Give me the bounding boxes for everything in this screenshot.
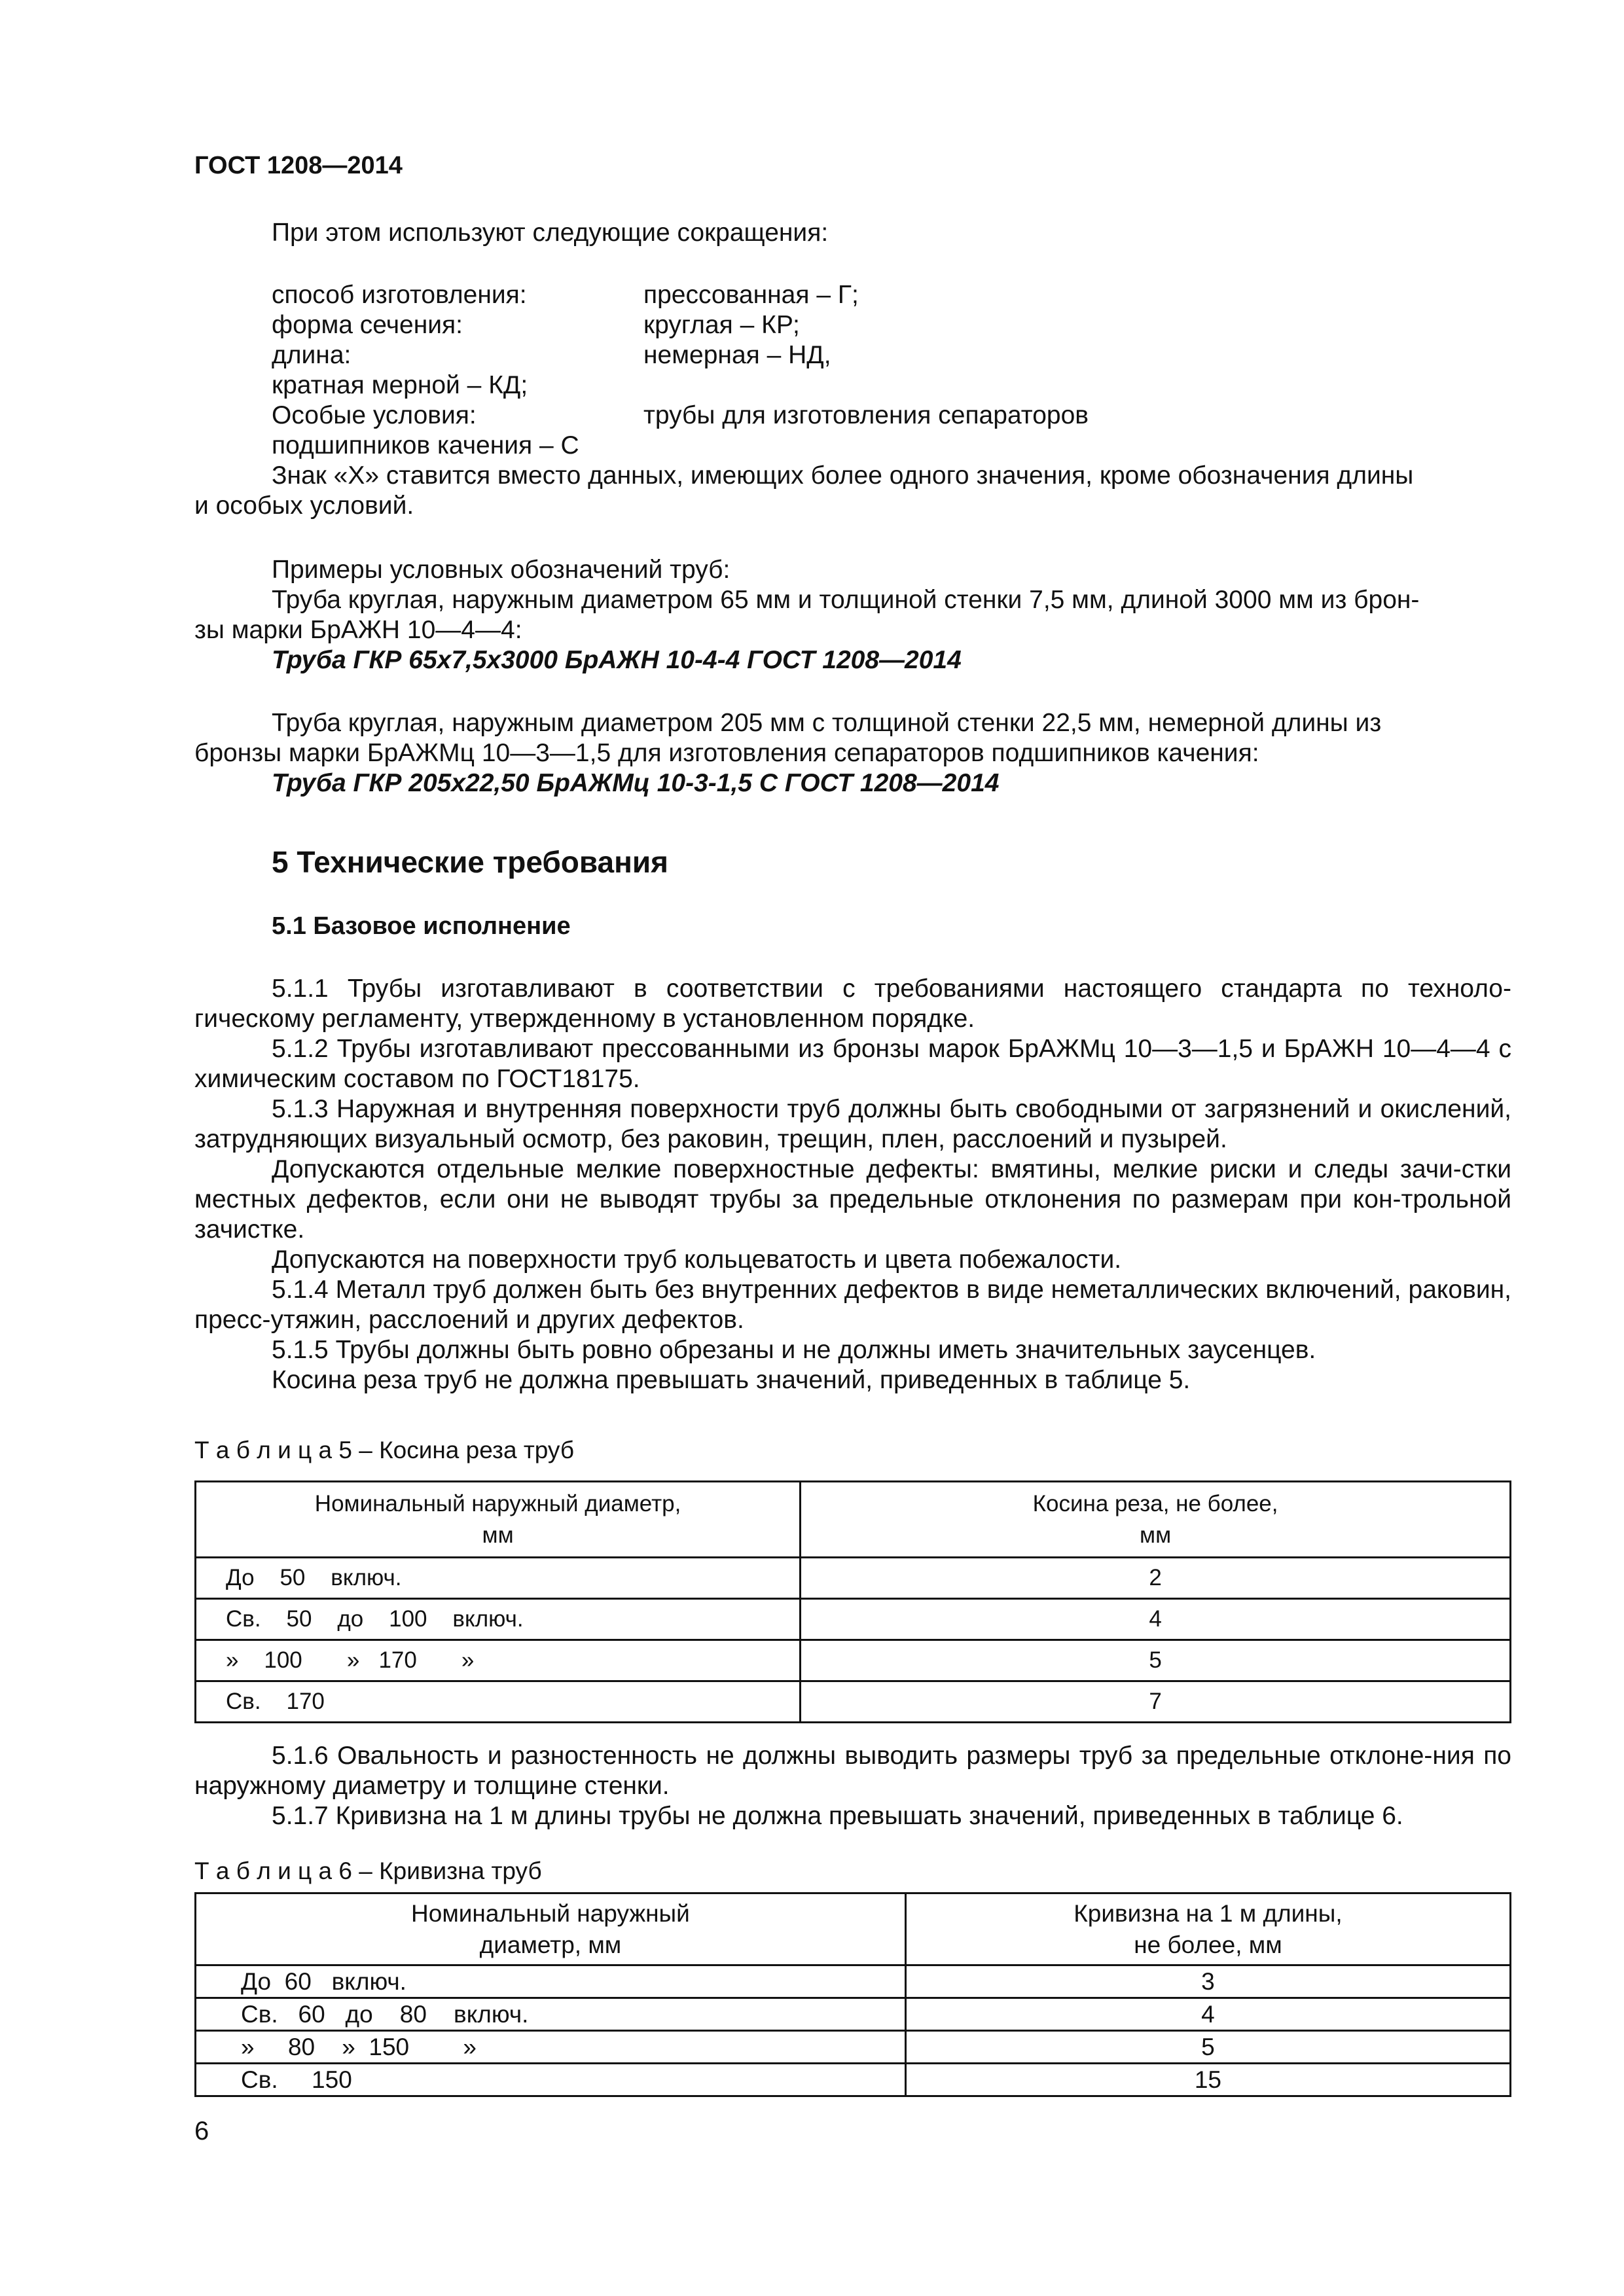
abbrev-value: немерная – НД, (643, 341, 831, 369)
paragraph-5-1-6: 5.1.6 Овальность и разностенность не должны выводить размеры труб за предельные отклоне-ния по наружному диаметру и толщине стенки. (194, 1742, 1511, 1800)
abbrev-note: и особых условий. (194, 492, 414, 520)
table-6 (194, 1892, 1511, 2097)
abbrev-label: способ изготовления: (272, 281, 527, 309)
abbrev-value: круглая – КР; (643, 311, 800, 339)
table-row (196, 1599, 1511, 1640)
table-6-header-diameter (196, 1893, 906, 1965)
paragraph-5-1-3: 5.1.3 Наружная и внутренняя поверхности труб должны быть свободными от загрязнений и окислений, затрудняющих визуальный осмотр, без раковин, трещин, плен, расслоений и пузырей. (194, 1095, 1511, 1153)
table-cell-diameter: Св. 150 (196, 2064, 906, 2096)
table-5-caption: Т а б л и ц а 5 – Косина реза труб (194, 1437, 575, 1463)
table-6-header-curvature (905, 1893, 1510, 1965)
page-number: 6 (194, 2117, 209, 2145)
header-line: Косина реза, не более, (1032, 1490, 1278, 1516)
table-5-header-diameter (196, 1482, 801, 1558)
header-line: мм (482, 1522, 514, 1548)
table-5 (194, 1480, 1511, 1723)
table-cell-value: 2 (801, 1558, 1511, 1599)
paragraph-5-1-4: 5.1.4 Металл труб должен быть без внутренних дефектов в виде неметаллических включений, раковин, пресс-утяжин, расслоений и других дефектов. (194, 1276, 1511, 1334)
abbrev-label: подшипников качения – С (272, 431, 579, 459)
abbrev-label: длина: (272, 341, 352, 369)
header-line: не более, мм (1134, 1931, 1282, 1958)
paragraph-5-1-7: 5.1.7 Кривизна на 1 м длины трубы не должна превышать значений, приведенных в таблице 6. (272, 1802, 1403, 1830)
paragraph-5-1-2: 5.1.2 Трубы изготавливают прессованными из бронзы марок БрАЖМц 10—3—1,5 и БрАЖН 10—4—4 с химическим составом по ГОСТ18175. (194, 1035, 1511, 1093)
table-row (196, 1558, 1511, 1599)
table-6-caption: Т а б л и ц а 6 – Кривизна труб (194, 1857, 542, 1884)
section-title: 5 Технические требования (272, 845, 668, 879)
table-cell-value: 5 (801, 1640, 1511, 1681)
abbrev-intro: При этом используют следующие сокращения: (272, 219, 829, 247)
abbrev-label: форма сечения: (272, 311, 463, 339)
paragraph-5-1-1: 5.1.1 Трубы изготавливают в соответствии с требованиями настоящего стандарта по техноло-гическому регламенту, утвержденному в установленном порядке. (194, 975, 1511, 1033)
paragraph-5-1-3-defects: Допускаются отдельные мелкие поверхностные дефекты: вмятины, мелкие риски и следы зачи-стки местных дефектов, если они не выводят трубы за предельные отклонения по размерам при кон-трольной зачистке. (194, 1155, 1511, 1244)
example-2-text: бронзы марки БрАЖМц 10—3—1,5 для изготовления сепараторов подшипников качения: (194, 739, 1259, 767)
paragraph-5-1-3-colors: Допускаются на поверхности труб кольцеватость и цвета побежалости. (272, 1246, 1122, 1274)
abbrev-label: Особые условия: (272, 401, 477, 429)
table-cell-value: 4 (905, 1998, 1510, 2031)
table-cell-diameter: » 100 » 170 » (196, 1640, 801, 1681)
header-line: диаметр, мм (479, 1931, 622, 1958)
table-cell-diameter: » 80 » 150 » (196, 2031, 906, 2064)
table-row (196, 1998, 1511, 2031)
header-line: Номинальный наружный диаметр, (314, 1490, 681, 1516)
example-2-text: Труба круглая, наружным диаметром 205 мм с толщиной стенки 22,5 мм, немерной длины из (272, 709, 1382, 737)
example-1-code: Труба ГКР 65х7,5х3000 БрАЖН 10-4-4 ГОСТ 1208—2014 (272, 646, 962, 674)
example-1-text: Труба круглая, наружным диаметром 65 мм и толщиной стенки 7,5 мм, длиной 3000 мм из брон- (272, 586, 1420, 614)
examples-title: Примеры условных обозначений труб: (272, 556, 731, 584)
header-line: Кривизна на 1 м длины, (1074, 1899, 1343, 1927)
subsection-title: 5.1 Базовое исполнение (272, 912, 571, 940)
abbrev-value: прессованная – Г; (643, 281, 859, 309)
table-row (196, 1681, 1511, 1723)
table-cell-diameter: Св. 50 до 100 включ. (196, 1599, 801, 1640)
table-cell-diameter: Св. 60 до 80 включ. (196, 1998, 906, 2031)
example-1-text: зы марки БрАЖН 10—4—4: (194, 616, 522, 644)
document-header: ГОСТ 1208—2014 (194, 152, 403, 179)
table-cell-value: 4 (801, 1599, 1511, 1640)
paragraph-5-1-5: 5.1.5 Трубы должны быть ровно обрезаны и не должны иметь значительных заусенцев. (272, 1336, 1316, 1364)
table-row (196, 2064, 1511, 2096)
header-line: мм (1140, 1522, 1172, 1548)
table-cell-value: 15 (905, 2064, 1510, 2096)
table-row (196, 1640, 1511, 1681)
paragraph-5-1-5-ref: Косина реза труб не должна превышать значений, приведенных в таблице 5. (272, 1366, 1191, 1394)
table-cell-diameter: До 60 включ. (196, 1965, 906, 1998)
table-row (196, 2031, 1511, 2064)
example-2-code: Труба ГКР 205х22,50 БрАЖМц 10-3-1,5 С ГОСТ 1208—2014 (272, 769, 1000, 797)
table-row (196, 1965, 1511, 1998)
table-5-header-bevel (801, 1482, 1511, 1558)
table-cell-diameter: До 50 включ. (196, 1558, 801, 1599)
abbrev-label: кратная мерной – КД; (272, 371, 528, 399)
abbrev-note: Знак «Х» ставится вместо данных, имеющих более одного значения, кроме обозначения длины (272, 461, 1414, 490)
table-cell-value: 5 (905, 2031, 1510, 2064)
table-cell-value: 3 (905, 1965, 1510, 1998)
abbrev-value: трубы для изготовления сепараторов (643, 401, 1089, 429)
table-cell-diameter: Св. 170 (196, 1681, 801, 1723)
header-line: Номинальный наружный (411, 1899, 690, 1927)
table-cell-value: 7 (801, 1681, 1511, 1723)
